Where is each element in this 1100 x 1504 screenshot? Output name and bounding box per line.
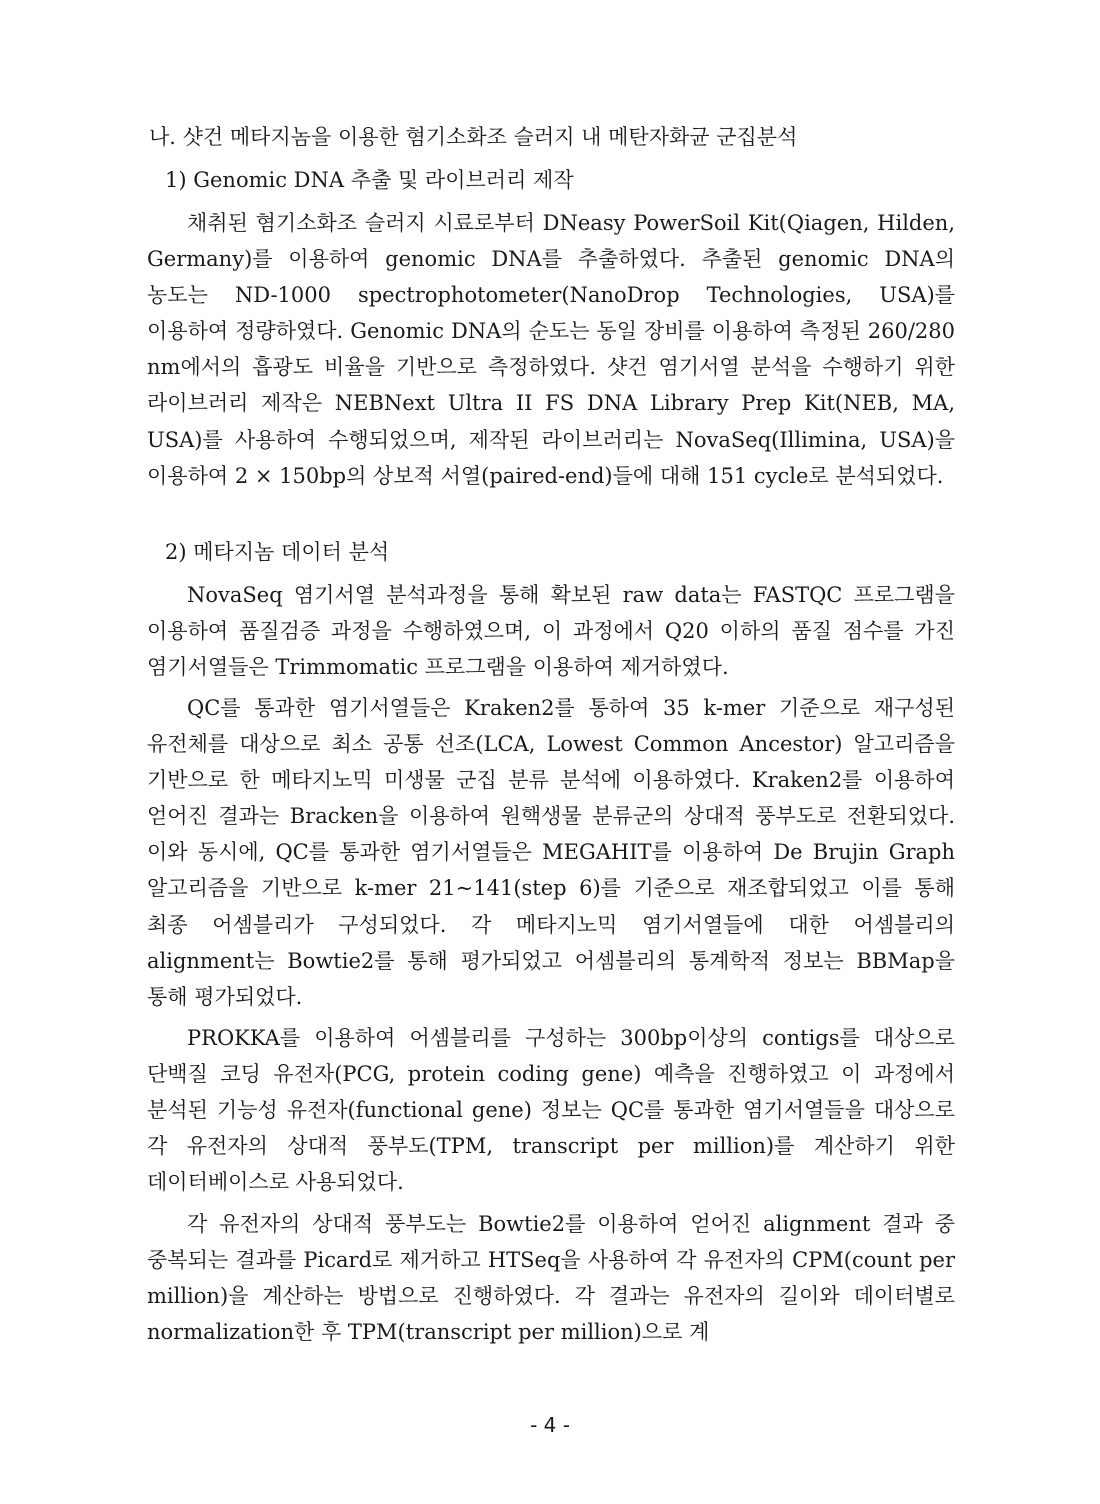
subsection-2-paragraph-4: 각 유전자의 상대적 풍부도는 Bowtie2를 이용하여 얻어진 alignment 결과 중 중복되는 결과를 Picard로 제거하고 HTSeq을 사용하여 각 유전자의 CPM(count per million)을 계산하는 방법으로 진행하였다. 각 결과는 유전자의 길이와 데이터별로 normalization한 후 TPM(transcript per million)으로 계 [147, 1212, 955, 1345]
section-heading: 나. 샷건 메타지놈을 이용한 혐기소화조 슬러지 내 메탄자화균 군집분석 [149, 125, 798, 149]
page-number: - 4 - [530, 1413, 570, 1437]
subsection-2-heading: 2) 메타지놈 데이터 분석 [165, 540, 390, 564]
subsection-2-paragraph-1: NovaSeq 염기서열 분석과정을 통해 확보된 raw data는 FASTQC 프로그램을 이용하여 품질검증 과정을 수행하였으며, 이 과정에서 Q20 이하의 품질 점수를 가진 염기서열들은 Trimmomatic 프로그램을 이용하여 제거하였다. [147, 583, 955, 680]
subsection-1-paragraph: 채취된 혐기소화조 슬러지 시료로부터 DNeasy PowerSoil Kit(Qiagen, Hilden, Germany)를 이용하여 genomic DNA를 추출하였다. 추출된 genomic DNA의 농도는 ND-1000 spectrophotometer(NanoDrop Technologies, USA)를 이용하여 정량하였다. Genomic DNA의 순도는 동일 장비를 이용하여 측정된 260/280 nm에서의 흡광도 비율을 기반으로 측정하였다. 샷건 염기서열 분석을 수행하기 위한 라이브러리 제작은 NEBNext Ultra II FS DNA Library Prep Kit(NEB, MA, USA)를 사용하여 수행되었으며, 제작된 라이브러리는 NovaSeq(Illimina, USA)을 이용하여 2 × 150bp의 상보적 서열(paired-end)들에 대해 151 cycle로 분석되었다. [147, 211, 955, 488]
subsection-1-heading: 1) Genomic DNA 추출 및 라이브러리 제작 [165, 168, 574, 192]
subsection-2-paragraph-3: PROKKA를 이용하여 어셈블리를 구성하는 300bp이상의 contigs를 대상으로 단백질 코딩 유전자(PCG, protein coding gene) 예측을 진행하였고 이 과정에서 분석된 기능성 유전자(functional gene) 정보는 QC를 통과한 염기서열들을 대상으로 각 유전자의 상대적 풍부도(TPM, transcript per million)를 계산하기 위한 데이터베이스로 사용되었다. [147, 1026, 955, 1195]
subsection-2-paragraph-2: QC를 통과한 염기서열들은 Kraken2를 통하여 35 k-mer 기준으로 재구성된 유전체를 대상으로 최소 공통 선조(LCA, Lowest Common Ancestor) 알고리즘을 기반으로 한 메타지노믹 미생물 군집 분류 분석에 이용하였다. Kraken2를 이용하여 얻어진 결과는 Bracken을 이용하여 원핵생물 분류군의 상대적 풍부도로 전환되었다. 이와 동시에, QC를 통과한 염기서열들은 MEGAHIT를 이용하여 De Brujin Graph 알고리즘을 기반으로 k-mer 21∼141(step 6)를 기준으로 재조합되었고 이를 통해 최종 어셈블리가 구성되었다. 각 메타지노믹 염기서열들에 대한 어셈블리의 alignment는 Bowtie2를 통해 평가되었고 어셈블리의 통계학적 정보는 BBMap을 통해 평가되었다. [147, 696, 955, 1009]
